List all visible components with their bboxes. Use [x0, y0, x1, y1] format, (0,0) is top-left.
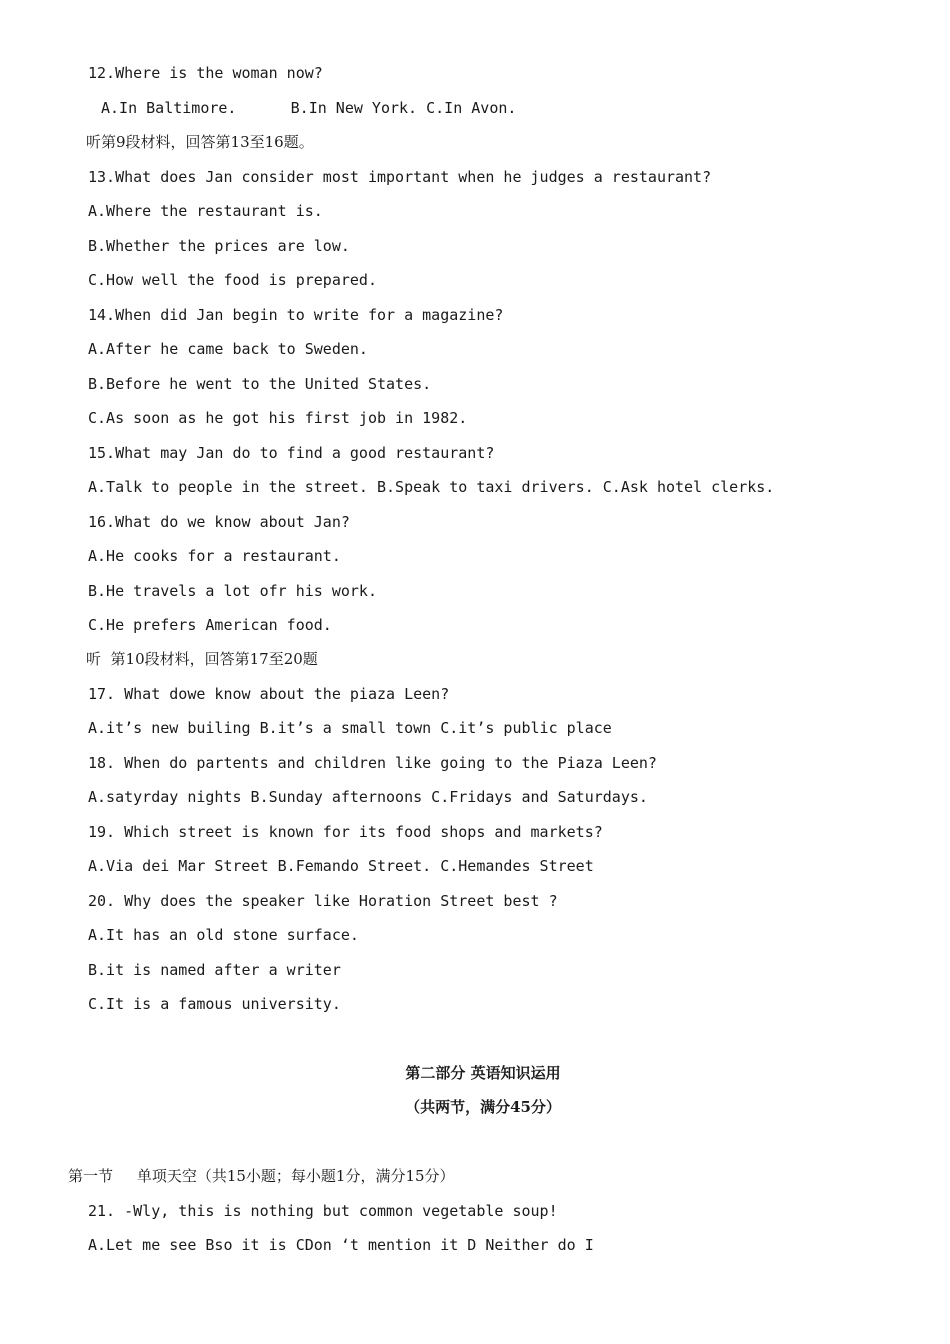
section-10-instruction: 听 第10段材料，回答第17至20题 — [86, 650, 318, 668]
question-17: 17. What dowe know about the piaza Leen? — [88, 685, 450, 703]
question-21-options: A.Let me see Bso it is CDon ‘t mention it D Neither do I — [88, 1236, 594, 1254]
question-15: 15.What may Jan do to find a good restaurant? — [88, 444, 495, 462]
question-16-option-a: A.He cooks for a restaurant. — [88, 547, 341, 565]
question-13: 13.What does Jan consider most important when he judges a restaurant? — [88, 168, 712, 186]
question-20-option-b: B.it is named after a writer — [88, 961, 341, 979]
question-18: 18. When do partents and children like going to the Piaza Leen? — [88, 754, 657, 772]
question-16: 16.What do we know about Jan? — [88, 513, 350, 531]
section-9-instruction: 听第9段材料，回答第13至16题。 — [86, 133, 314, 151]
question-20-option-a: A.It has an old stone surface. — [88, 926, 359, 944]
question-14-option-b: B.Before he went to the United States. — [88, 375, 432, 393]
question-17-options: A.it’s new builing B.it’s a small town C.it’s public place — [88, 719, 612, 737]
part-2-title: 第二部分 英语知识运用 — [405, 1064, 561, 1082]
question-14-option-a: A.After he came back to Sweden. — [88, 340, 368, 358]
part-2-subtitle: （共两节，满分45分） — [405, 1098, 561, 1116]
question-14-option-c: C.As soon as he got his first job in 1982. — [88, 409, 468, 427]
question-20-option-c: C.It is a famous university. — [88, 995, 341, 1013]
question-15-options: A.Talk to people in the street. B.Speak to taxi drivers. C.Ask hotel clerks. — [88, 478, 775, 496]
question-19-options: A.Via dei Mar Street B.Femando Street. C.Hemandes Street — [88, 857, 594, 875]
question-16-option-b: B.He travels a lot ofr his work. — [88, 582, 377, 600]
question-16-option-c: C.He prefers American food. — [88, 616, 332, 634]
question-21: 21. -Wly, this is nothing but common vegetable soup! — [88, 1202, 558, 1220]
question-13-option-b: B.Whether the prices are low. — [88, 237, 350, 255]
question-13-option-a: A.Where the restaurant is. — [88, 202, 323, 220]
question-12: 12.Where is the woman now? — [88, 64, 323, 82]
question-19: 19. Which street is known for its food shops and markets? — [88, 823, 603, 841]
question-20: 20. Why does the speaker like Horation Street best ? — [88, 892, 558, 910]
question-12-options: A.In Baltimore. B.In New York. C.In Avon. — [101, 99, 517, 117]
question-18-options: A.satyrday nights B.Sunday afternoons C.Fridays and Saturdays. — [88, 788, 648, 806]
question-13-option-c: C.How well the food is prepared. — [88, 271, 377, 289]
question-14: 14.When did Jan begin to write for a magazine? — [88, 306, 504, 324]
section-1-heading: 第一节 单项天空（共15小题；每小题1分，满分15分） — [68, 1167, 455, 1185]
